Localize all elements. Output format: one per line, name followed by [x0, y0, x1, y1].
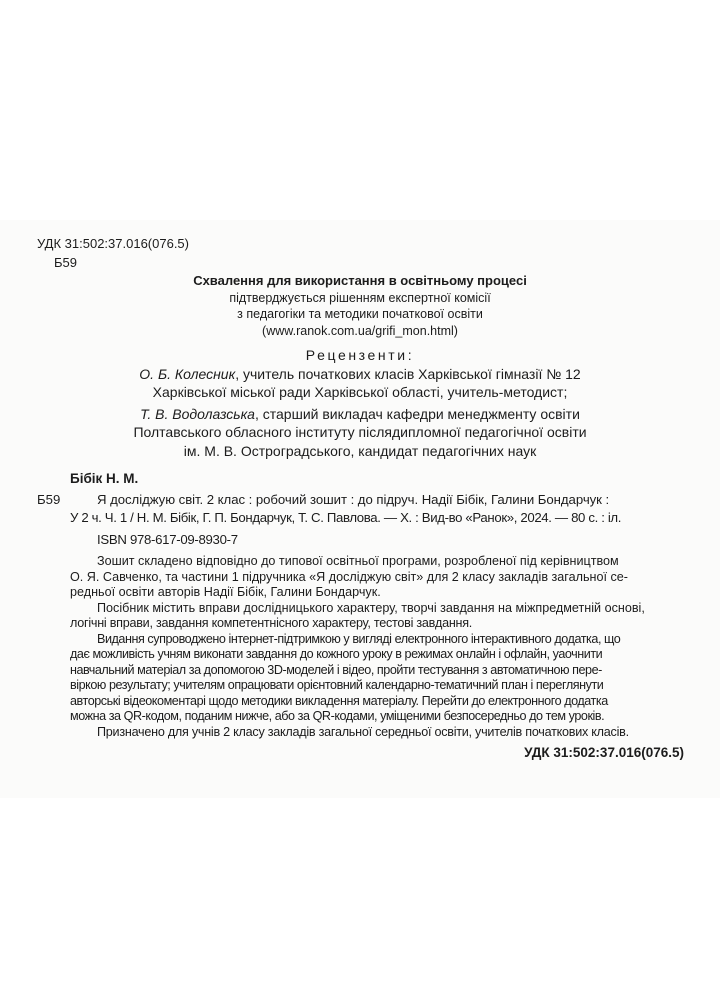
reviewers-block — [0, 346, 720, 460]
reviewer-affiliation: Харківської міської ради Харківської області, учитель-методист; — [152, 384, 568, 400]
reviewer-name: О. Б. Колесник — [139, 365, 236, 382]
udk-code-top: УДК 31:502:37.016(076.5) — [37, 236, 189, 251]
annotation-line: авторські відеокоментарі щодо методики викладення матеріалу. Перейти до електронного додатка — [70, 693, 608, 708]
author-mark-top: Б59 — [54, 255, 77, 270]
reviewer-1 — [0, 365, 720, 402]
reviewer-affiliation: ім. М. В. Остроградського, кандидат педагогічних наук — [183, 442, 537, 459]
reviewer-affiliation: Полтавського обласного інституту післядипломної педагогічної освіти — [133, 424, 587, 440]
annotation-line: Призначено для учнів 2 класу закладів загальної середньої освіти, учителів початкових класів. — [97, 724, 629, 739]
annotation-text — [70, 554, 690, 740]
approval-line: з педагогіки та методики початкової освіти — [237, 307, 483, 322]
bib-publication-line: У 2 ч. Ч. 1 / Н. М. Бібік, Г. П. Бондарчук, Т. С. Павлова. — Х. : Вид-во «Ранок», 2024. — 80 с. : іл. — [70, 510, 622, 525]
approval-line: підтверджується рішенням експертної комісії — [229, 290, 491, 305]
annotation-line: віркою результату; учителям опрацювати орієнтовний календарно-тематичний план і переглянути — [70, 678, 604, 692]
annotation-line: Видання супроводжено інтернет-підтримкою у вигляді електронного інтерактивного додатка, що — [97, 631, 621, 646]
bib-author-mark: Б59 — [37, 492, 61, 507]
annotation-line: навчальний матеріал за допомогою 3D-моделей і відео, пройти тестування з автоматичною пере- — [70, 662, 602, 677]
reviewer-name: Т. В. Водолазська — [140, 405, 255, 422]
annotation-line: О. Я. Савченко, та частини 1 підручника «Я досліджую світ» для 2 класу закладів загальної се- — [70, 569, 628, 584]
reviewer-position: , старший викладач кафедри менеджменту освіти — [254, 405, 580, 422]
bib-author: Бібік Н. М. — [70, 471, 139, 486]
annotation-line: редньої освіти авторів Надії Бібік, Галини Бондарчук. — [70, 585, 381, 599]
annotation-line: Посібник містить вправи дослідницького характеру, творчі завдання на міжпредметній основі, — [97, 600, 645, 615]
bib-title-line: Я досліджую світ. 2 клас : робочий зошит : до підруч. Надії Бібік, Галини Бондарчук : — [97, 492, 610, 507]
bib-isbn: ISBN 978-617-09-8930-7 — [97, 532, 238, 547]
annotation-line: логічні вправи, завдання компетентнісного характеру, тестові завдання. — [70, 616, 473, 630]
udk-code-bottom: УДК 31:502:37.016(076.5) — [524, 745, 684, 760]
approval-title: Схвалення для використання в освітньому процесі — [193, 273, 527, 288]
approval-block — [0, 273, 720, 339]
reviewers-heading: Рецензенти: — [305, 347, 415, 363]
annotation-line: можна за QR-кодом, поданим нижче, або за QR-кодами, уміщеними безпосередньо до тем уроків. — [70, 709, 605, 723]
reviewer-position: , учитель початкових класів Харківської гімназії № 12 — [235, 365, 581, 382]
approval-url: (www.ranok.com.ua/grifi_mon.html) — [262, 323, 458, 338]
annotation-line: дає можливість учням виконати завдання до кожного уроку в режимах онлайн і офлайн, уаочнити — [70, 647, 603, 661]
annotation-line: Зошит складено відповідно до типової освітньої програми, розробленої під керівництвом — [97, 554, 619, 568]
reviewer-2 — [0, 405, 720, 461]
